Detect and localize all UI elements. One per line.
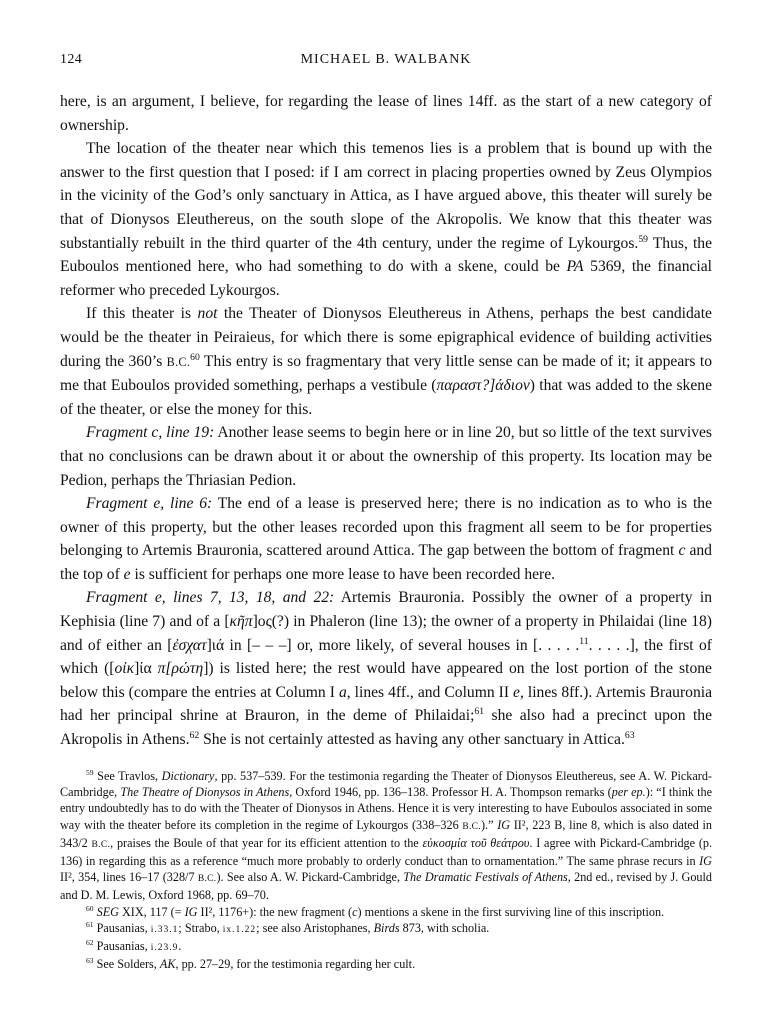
footnotes: [60, 768, 712, 972]
greek-text: παραστ?]άδιον: [436, 377, 530, 395]
footnote-ref-59[interactable]: 59: [638, 233, 648, 245]
greek-text: κῆπ: [229, 613, 253, 631]
paragraph-1: here, is an argument, I believe, for regarding the lease of lines 14ff. as the start of a new category of ownership.: [60, 93, 712, 134]
greek-text: π[ρώτη: [157, 660, 204, 678]
running-head: MICHAEL B. WALBANK: [300, 52, 472, 67]
greek-text: οἰκ: [114, 660, 135, 678]
paragraph-6: Fragment e, lines 7, 13, 18, and 22: Artemis Brauronia. Possibly the owner of a property in Kephisia (line 7) and of a [κῆπ]ος(?) in Phaleron (line 13); the owner of a property in Philaidai (line 18) and of either an [ἐσχατ]ιά in [– – –] or, more likely, of several houses in [. . . . .$^{11}$. . . . .], the first of which ([οἰκ]ία π[ρώτη]) is listed here; the rest would have appeared on the lost portion of the stone below this (compare the entries at Column I a, lines 4ff., and Column II e, lines 8ff.). Artemis Brauronia had her principal shrine at Brauron, in the deme of Philaidai;$^{61}$ she also had a precinct upon the Akropolis in Athens.$^{62}$ She is not certainly attested as having any other sanctuary in Attica.$^{63}$: [60, 589, 712, 749]
footnote-ref-61[interactable]: 61: [474, 706, 485, 718]
paragraph-4: Fragment c, line 19: Another lease seems to begin here or in line 20, but so little of the text survives that no conclusions can be drawn about it or about the ownership of this property. Its location may be Pedion, perhaps the Thriasian Pedion.: [60, 424, 712, 489]
paragraph-5: Fragment e, line 6: The end of a lease is preserved here; there is no indication as to who is the owner of this property, but the other leases recorded upon this fragment all seem to be for properties belonging to Artemis Brauronia, scattered around Attica. The gap between the bottom of fragment c and the top of e is sufficient for perhaps one more lease to have been recorded here.: [60, 495, 712, 583]
page-number: 124: [60, 52, 83, 67]
footnote-ref-62[interactable]: 62: [189, 729, 200, 741]
footnote-60: $^{60}$ SEG XIX, 117 (= IG II², 1176+): the new fragment (c) mentions a skene in the first surviving line of this inscription.: [86, 903, 665, 919]
paragraph-3: If this theater is not the Theater of Dionysos Eleuthereus in Athens, perhaps the best candidate would be the theater in Peiraieus, for which there is some epigraphical evidence of building activities during the 360’s B.C.$^{60}$ This entry is so fragmentary that very little sense can be made of it; it appears to me that Euboulos provided something, perhaps a vestibule (παραστ?]άδιον) that was added to the skene of the theater, or else the money for this.: [60, 305, 713, 418]
fragment-label: Fragment e, line 6:: [86, 495, 213, 513]
main-text: [60, 90, 712, 752]
greek-text: εὐκοσμία τοῦ θεάτρου: [422, 835, 530, 850]
footnote-61: $^{61}$ Pausanias, i.33.1; Strabo, ix.1.22; see also Aristophanes, Birds 873, with scholia.: [86, 919, 490, 935]
fragment-label: Fragment c, line 19:: [86, 424, 215, 442]
footnote-62: $^{62}$ Pausanias, i.23.9.: [86, 937, 182, 954]
footnote-ref-60[interactable]: 60: [190, 351, 200, 363]
greek-text: ἐσχατ: [172, 636, 207, 654]
footnote-63: $^{63}$ See Solders, AK, pp. 27–29, for the testimonia regarding her cult.: [86, 956, 416, 972]
paragraph-2: The location of the theater near which this temenos lies is a problem that is bound up with the answer to the first question that I posed: if I am correct in placing properties owned by Zeus Olympios in the vicinity of the God’s only sanctuary in Attica, as I have argued above, this theater will surely be that of Dionysos Eleuthereus, on the south slope of the Akropolis. We know that this theater was substantially rebuilt in the third quarter of the 4th century, under the regime of Lykourgos.$^{59}$ Thus, the Euboulos mentioned here, who had something to do with a skene, could be PA 5369, the financial reformer who preceded Lykourgos.: [60, 140, 712, 299]
footnote-59: $^{59}$ See Travlos, Dictionary, pp. 537–539. For the testimonia regarding the Theater of Dionysos Eleuthereus, see A. W. Pickard-Cambridge, The Theatre of Dionysos in Athens, Oxford 1946, pp. 136–138. Professor H. A. Thompson remarks (per ep.): “I think the entry undoubtedly has to do with the Theater of Dionysos in Athens. Hence it is very interesting to have Euboulos associated in some way with the theater before its completion in the regime of Lykourgos (338–326 B.C.).” IG II², 223 B, line 8, which is also dated in 343/2 B.C., praises the Boule of that year for its efficient attention to the εὐκοσμία τοῦ θεάτρου. I agree with Pickard-Cambridge (p. 136) in regarding this as a reference “much more probably to orderly conduct than to ornamentation.” The same phrase recurs in IG II², 354, lines 16–17 (328/7 B.C.). See also A. W. Pickard-Cambridge, The Dramatic Festivals of Athens, 2nd ed., revised by J. Gould and D. M. Lewis, Oxford 1968, pp. 69–70.: [60, 767, 713, 903]
fragment-label: Fragment e, lines 7, 13, 18, and 22:: [86, 589, 335, 607]
footnote-ref-63[interactable]: 63: [624, 729, 635, 741]
page-header: [60, 52, 712, 74]
